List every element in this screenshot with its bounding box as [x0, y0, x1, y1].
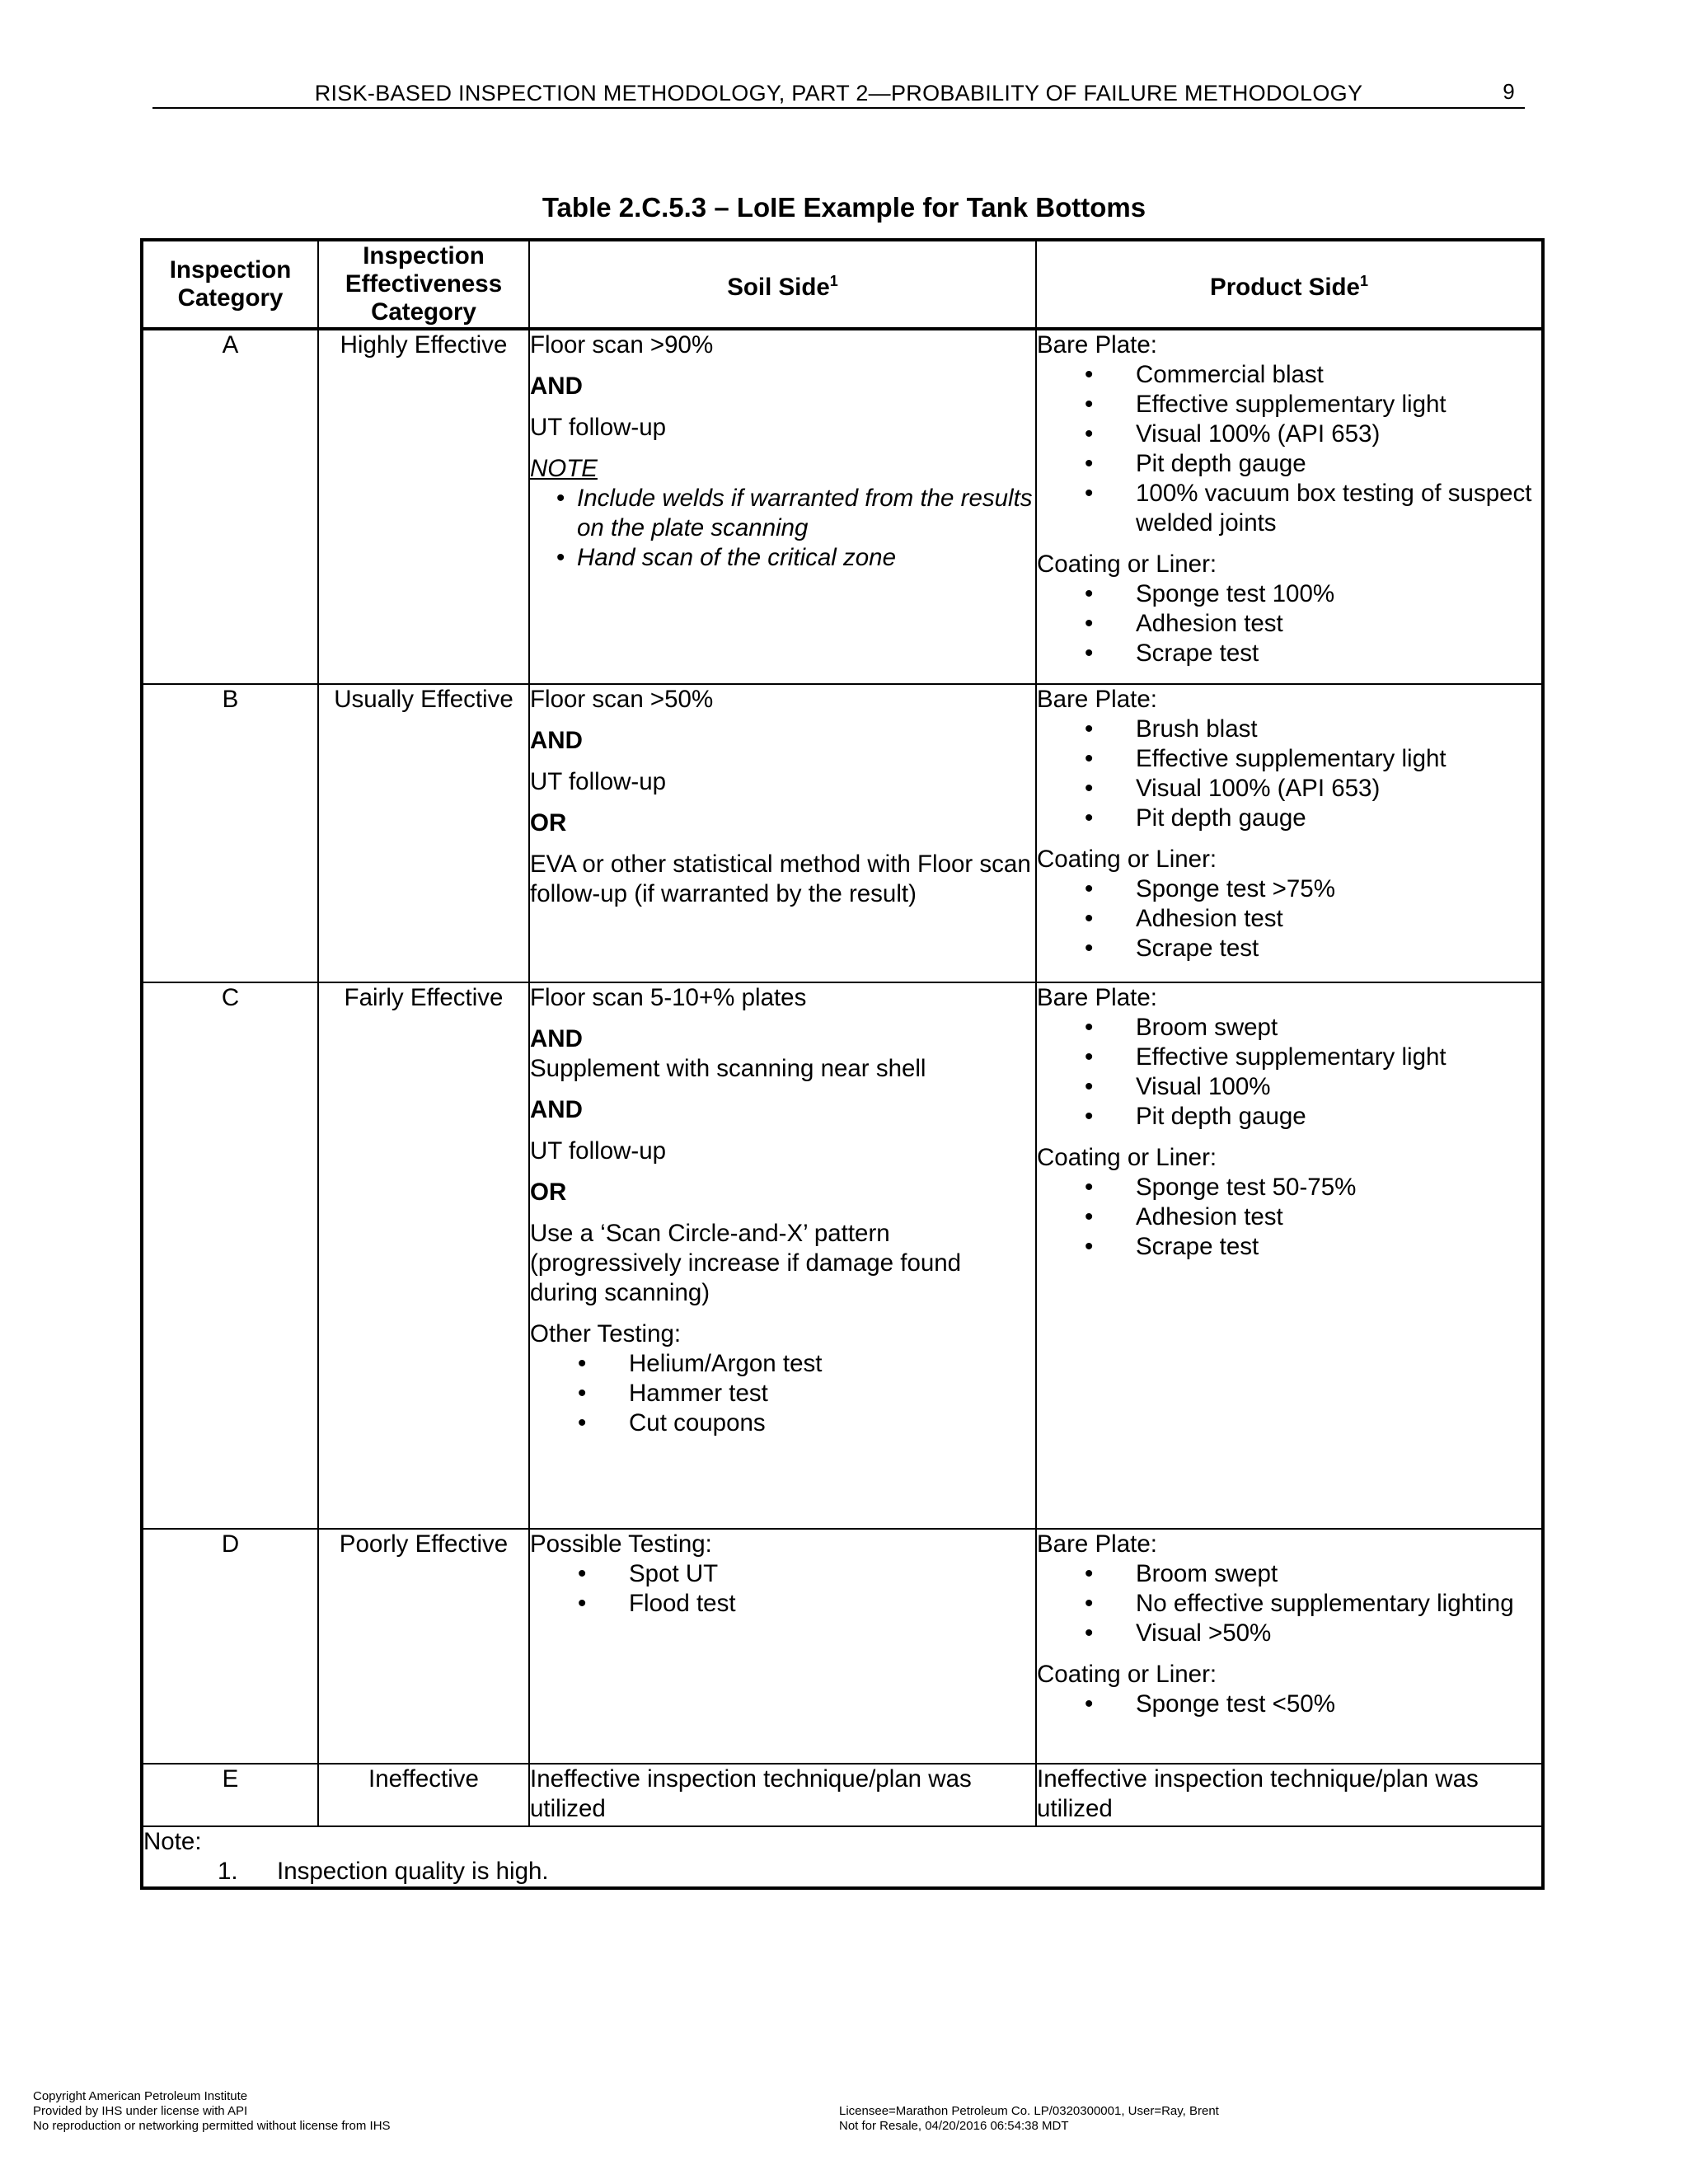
- product-side-cell: [1036, 982, 1543, 1529]
- coating-list: [1037, 1173, 1541, 1262]
- bare-plate-label: Bare Plate:: [1037, 686, 1157, 713]
- footer-line: Not for Resale, 04/20/2016 06:54:38 MDT: [839, 2119, 1069, 2133]
- list-item: • Adhesion test: [1037, 904, 1541, 934]
- soil-text: Supplement with scanning near shell: [530, 1055, 926, 1082]
- footer-line: Provided by IHS under license with API: [33, 2104, 248, 2118]
- bare-plate-label: Bare Plate:: [1037, 1530, 1157, 1558]
- possible-testing-list: [530, 1559, 1035, 1619]
- soil-text: UT follow-up: [530, 1137, 667, 1165]
- list-item: • Visual 100% (API 653): [1037, 774, 1541, 804]
- effectiveness-cell: Fairly Effective: [318, 982, 529, 1529]
- category-cell: A: [142, 329, 318, 684]
- header-soil-side: Soil Side$^1$: [529, 240, 1036, 329]
- table-header-row: [142, 240, 1543, 329]
- and-label: AND: [530, 373, 583, 400]
- coating-liner-label: Coating or Liner:: [1037, 551, 1217, 578]
- table-note-row: [142, 1826, 1543, 1888]
- soil-text: UT follow-up: [530, 768, 667, 795]
- list-item: • Sponge test 100%: [1037, 579, 1541, 609]
- list-item: • Broom swept: [1037, 1013, 1541, 1043]
- coating-liner-label: Coating or Liner:: [1037, 1661, 1217, 1688]
- and-label: AND: [530, 1096, 583, 1123]
- soil-side-cell: Ineffective inspection technique/plan was utilized: [529, 1764, 1036, 1826]
- soil-text: UT follow-up: [530, 414, 667, 441]
- running-header: [152, 79, 1525, 109]
- footnote-item: [143, 1857, 1541, 1886]
- list-item: • Sponge test <50%: [1037, 1690, 1541, 1719]
- product-side-cell: [1036, 1529, 1543, 1764]
- coating-list: [1037, 1690, 1541, 1719]
- running-header-title: RISK-BASED INSPECTION METHODOLOGY, PART 2—PROBABILITY OF FAILURE METHODOLOGY: [314, 81, 1363, 105]
- soil-text: Use a ‘Scan Circle-and-X’ pattern (progressively increase if damage found during scanning): [530, 1220, 962, 1306]
- footer-line: Copyright American Petroleum Institute: [33, 2089, 248, 2103]
- list-item: • Pit depth gauge: [1037, 449, 1541, 479]
- loie-table: [140, 238, 1545, 1890]
- soil-text: Floor scan 5-10+% plates: [530, 984, 807, 1011]
- coating-list: [1037, 579, 1541, 668]
- possible-testing-label: Possible Testing:: [530, 1530, 712, 1558]
- note-label: Note:: [143, 1828, 202, 1855]
- header-effectiveness-category: Inspection Effectiveness Category: [318, 240, 529, 329]
- category-cell: D: [142, 1529, 318, 1764]
- table-row-c: [142, 982, 1543, 1529]
- or-label: OR: [530, 1179, 567, 1206]
- page-number: 9: [1503, 79, 1515, 104]
- footnote-number: 1.: [218, 1858, 238, 1885]
- list-item: • No effective supplementary lighting: [1037, 1589, 1541, 1619]
- bare-plate-list: [1037, 1013, 1541, 1132]
- list-item: • Effective supplementary light: [1037, 390, 1541, 419]
- footer-line: Licensee=Marathon Petroleum Co. LP/0320300001, User=Ray, Brent: [839, 2104, 1219, 2118]
- note-label: NOTE: [530, 455, 598, 482]
- table-title: Table 2.C.5.3 – LoIE Example for Tank Bottoms: [542, 192, 1146, 223]
- list-item: • Effective supplementary light: [1037, 744, 1541, 774]
- and-label: AND: [530, 1025, 583, 1052]
- soil-text: EVA or other statistical method with Floor scan follow-up (if warranted by the result): [530, 851, 1031, 907]
- soil-text: Floor scan >90%: [530, 331, 714, 359]
- list-item: • Hammer test: [530, 1379, 1035, 1408]
- table-row-e: [142, 1764, 1543, 1826]
- footer-license: [839, 2104, 1219, 2134]
- list-item: • Scrape test: [1037, 1232, 1541, 1262]
- footnote-mark: 1: [1359, 273, 1368, 290]
- list-item: • Include welds if warranted from the results on the plate scanning: [530, 484, 1035, 543]
- footnote-text: Inspection quality is high.: [277, 1858, 549, 1885]
- footer-copyright: [33, 2089, 391, 2134]
- product-side-cell: Ineffective inspection technique/plan was utilized: [1036, 1764, 1543, 1826]
- note-cell: [142, 1826, 1543, 1888]
- list-item: • Visual 100% (API 653): [1037, 419, 1541, 449]
- list-item: • Commercial blast: [1037, 360, 1541, 390]
- coating-liner-label: Coating or Liner:: [1037, 846, 1217, 873]
- list-item: • Visual 100%: [1037, 1072, 1541, 1102]
- coating-list: [1037, 874, 1541, 963]
- list-item: • 100% vacuum box testing of suspect welded joints: [1037, 479, 1541, 538]
- footnote-mark: 1: [829, 273, 838, 290]
- list-item: • Adhesion test: [1037, 609, 1541, 639]
- list-item: • Helium/Argon test: [530, 1349, 1035, 1379]
- bare-plate-label: Bare Plate:: [1037, 331, 1157, 359]
- or-label: OR: [530, 809, 567, 837]
- list-item: • Pit depth gauge: [1037, 804, 1541, 833]
- and-label: AND: [530, 727, 583, 754]
- table-row-a: [142, 329, 1543, 684]
- list-item: • Broom swept: [1037, 1559, 1541, 1589]
- coating-liner-label: Coating or Liner:: [1037, 1144, 1217, 1171]
- bare-plate-list: [1037, 1559, 1541, 1648]
- soil-side-cell: [529, 329, 1036, 684]
- list-item: • Sponge test 50-75%: [1037, 1173, 1541, 1202]
- bare-plate-label: Bare Plate:: [1037, 984, 1157, 1011]
- table-row-d: [142, 1529, 1543, 1764]
- bare-plate-list: [1037, 360, 1541, 538]
- category-cell: E: [142, 1764, 318, 1826]
- list-item: • Brush blast: [1037, 715, 1541, 744]
- list-item: • Scrape test: [1037, 934, 1541, 963]
- list-item: • Scrape test: [1037, 639, 1541, 668]
- footer-line: No reproduction or networking permitted without license from IHS: [33, 2119, 391, 2133]
- list-item: • Cut coupons: [530, 1408, 1035, 1438]
- effectiveness-cell: Poorly Effective: [318, 1529, 529, 1764]
- header-product-side: Product Side$^1$: [1036, 240, 1543, 329]
- table-row-b: [142, 684, 1543, 982]
- effectiveness-cell: Highly Effective: [318, 329, 529, 684]
- effectiveness-cell: Usually Effective: [318, 684, 529, 982]
- soil-side-cell: [529, 684, 1036, 982]
- header-inspection-category: Inspection Category: [142, 240, 318, 329]
- product-side-cell: [1036, 329, 1543, 684]
- category-cell: C: [142, 982, 318, 1529]
- list-item: • Effective supplementary light: [1037, 1043, 1541, 1072]
- other-testing-label: Other Testing:: [530, 1320, 682, 1347]
- list-item: • Pit depth gauge: [1037, 1102, 1541, 1132]
- list-item: • Flood test: [530, 1589, 1035, 1619]
- list-item: • Adhesion test: [1037, 1202, 1541, 1232]
- list-item: • Visual >50%: [1037, 1619, 1541, 1648]
- category-cell: B: [142, 684, 318, 982]
- soil-side-cell: [529, 1529, 1036, 1764]
- note-list: [530, 484, 1035, 573]
- other-testing-list: [530, 1349, 1035, 1438]
- soil-text: Floor scan >50%: [530, 686, 714, 713]
- list-item: • Sponge test >75%: [1037, 874, 1541, 904]
- list-item: • Hand scan of the critical zone: [530, 543, 1035, 573]
- effectiveness-cell: Ineffective: [318, 1764, 529, 1826]
- bare-plate-list: [1037, 715, 1541, 833]
- product-side-cell: [1036, 684, 1543, 982]
- list-item: • Spot UT: [530, 1559, 1035, 1589]
- soil-side-cell: [529, 982, 1036, 1529]
